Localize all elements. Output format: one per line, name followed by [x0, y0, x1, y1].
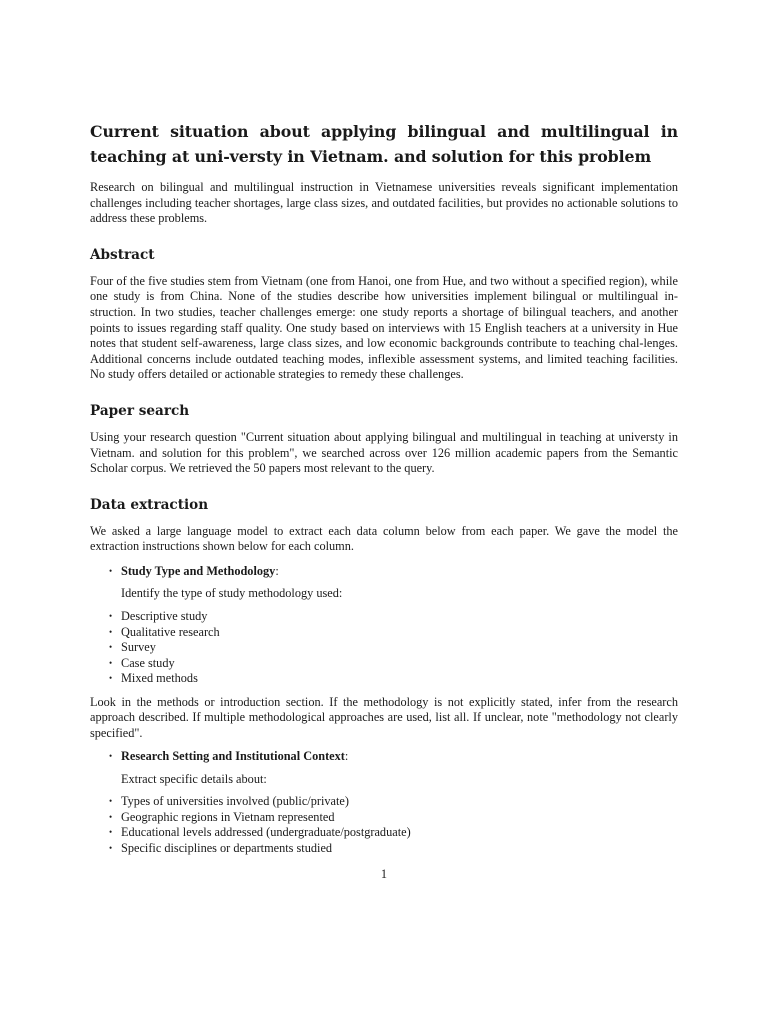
list-item — [90, 656, 678, 672]
bullet-icon: • — [109, 673, 113, 683]
bullet-icon: • — [109, 611, 113, 621]
list-item-text: Survey — [121, 640, 156, 654]
column-heading-list — [90, 749, 678, 765]
bullet-icon: • — [109, 626, 113, 637]
data-extraction-heading: Data extraction — [90, 496, 209, 513]
abstract-text: Four of the five studies stem from Vietnam (one from Hanoi, one from Hue, and two without a specified region), while one study is from China. None of the studies describe how universities implement bilingual or multilingual in-struction. In two studies, teacher challenges emerge: one study reports a shortage of bilingual teachers, and another points to issues regarding staff quality. One study based on interviews with 15 English teachers at a university in Hue notes that student self-awareness, large class sizes, and low economic backgrounds contribute to teaching chal-lenges. Additional concerns include outdated teaching modes, inflexible assessment systems, and limited teaching facilities. No study offers detailed or actionable strategies to remedy these challenges. — [90, 273, 678, 382]
summary-paragraph: Research on bilingual and multilingual instruction in Vietnamese universities reveals significant implementation challenges including teacher shortages, large class sizes, and outdated facilities, but provides no actionable solutions to address these problems. — [90, 180, 678, 226]
paper-search-heading: Paper search — [90, 402, 190, 419]
column-note: Look in the methods or introduction section. If the methodology is not explicitly stated, infer from the research approach described. If multiple methodological approaches are used, list all. If unclear, note "methodology not clearly specified". — [90, 694, 678, 740]
list-item — [90, 640, 678, 656]
bullet-icon: • — [109, 565, 113, 576]
bullet-icon: • — [109, 827, 113, 838]
column-options-list — [90, 794, 678, 856]
bullet-icon: • — [109, 642, 113, 652]
list-item — [90, 625, 678, 641]
column-heading — [90, 564, 678, 580]
column-heading — [90, 749, 678, 765]
bullet-icon: • — [109, 796, 113, 807]
column-intro: Extract specific details about: — [121, 771, 267, 786]
column-intro: Identify the type of study methodology used: — [121, 586, 343, 601]
list-item-text: Geographic regions in Vietnam represented — [121, 809, 335, 824]
list-item-text: Mixed methods — [121, 671, 198, 685]
list-item — [90, 609, 678, 625]
column-name: Research Setting and Institutional Context — [121, 749, 345, 764]
list-item — [90, 810, 678, 826]
column-heading-list — [90, 564, 678, 580]
paper-search-section — [90, 403, 678, 477]
paper-search-text: Using your research question "Current situation about applying bilingual and multilingual in teaching at universty in Vietnam. and solution for this problem", we searched across over 126 million academic papers from the Semantic Scholar corpus. We retrieved the 50 papers most relevant to the query. — [90, 429, 678, 476]
list-item — [90, 825, 678, 841]
list-item-text: Specific disciplines or departments studied — [121, 840, 333, 855]
abstract-section — [90, 247, 678, 383]
page-number: 1 — [380, 867, 388, 881]
list-item-text: Educational levels addressed (undergraduate/postgraduate) — [121, 825, 411, 840]
bullet-icon: • — [109, 657, 113, 668]
paper-title: Current situation about applying bilingual and multilingual in teaching at uni-versty in Vietnam. and solution for this problem — [90, 122, 678, 166]
list-item — [90, 841, 678, 857]
paper-page — [90, 119, 678, 864]
abstract-heading: Abstract — [90, 246, 155, 263]
column-options-list — [90, 609, 678, 687]
list-item-text: Types of universities involved (public/private) — [121, 794, 349, 809]
bullet-icon: • — [109, 811, 113, 822]
column-colon: : — [275, 563, 279, 578]
list-item — [90, 794, 678, 810]
list-item-text: Case study — [121, 655, 175, 670]
bullet-icon: • — [109, 751, 113, 762]
data-extraction-section — [90, 497, 678, 857]
column-colon: : — [344, 749, 349, 764]
list-item-text: Qualitative research — [121, 624, 220, 639]
list-item — [90, 671, 678, 687]
bullet-icon: • — [109, 842, 113, 853]
column-name: Study Type and Methodology — [121, 563, 276, 578]
list-item-text: Descriptive study — [121, 609, 208, 623]
data-extraction-intro: We asked a large language model to extract each data column below from each paper. We gave the model the extraction instructions shown below for each column. — [90, 523, 678, 554]
